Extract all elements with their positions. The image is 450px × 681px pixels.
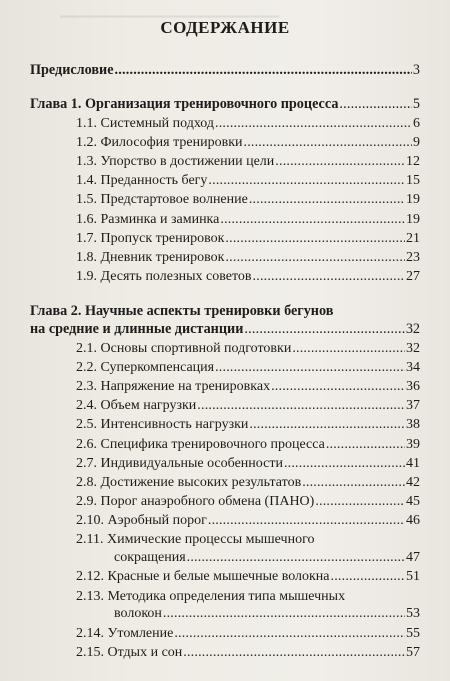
dot-leader — [275, 153, 405, 171]
dot-leader — [249, 191, 405, 209]
toc-entry-2-8[interactable] — [76, 474, 420, 492]
toc-entry-2-2[interactable] — [76, 359, 420, 377]
dot-leader — [115, 61, 412, 79]
toc-entry-page: 47 — [406, 550, 420, 565]
toc-entry-2-14[interactable] — [76, 625, 420, 643]
toc-entry-label: 2.9. Порог анаэробного обмена (ПАНО) — [76, 494, 315, 509]
dot-leader — [326, 436, 405, 454]
toc-entry-label: 1.1. Системный подход — [76, 116, 215, 131]
toc-entry-1-9[interactable] — [76, 268, 420, 286]
toc-entry-label: Глава 1. Организация тренировочного процесса — [30, 96, 339, 112]
toc-entry-page: 9 — [413, 135, 420, 150]
toc-entry-page: 39 — [406, 437, 420, 452]
toc-entry-1-2[interactable] — [76, 134, 420, 152]
toc-entry-2-9[interactable] — [76, 493, 420, 511]
toc-entry-label: на средние и длинные дистанции — [30, 321, 244, 337]
dot-leader — [174, 625, 405, 643]
toc-entry-label: 2.4. Объем нагрузки — [76, 398, 197, 413]
dot-leader — [253, 268, 405, 286]
toc-entry-label: 1.4. Преданность бегу — [76, 173, 208, 188]
toc-entry-page: 32 — [406, 341, 420, 356]
toc-entry-page: 5 — [412, 96, 420, 112]
toc-entry-label: 2.7. Индивидуальные особенности — [76, 456, 283, 471]
dot-leader — [302, 474, 405, 492]
dot-leader — [187, 549, 405, 567]
dot-leader — [284, 455, 405, 473]
dot-leader — [331, 568, 405, 586]
dot-leader — [315, 493, 405, 511]
toc-entry-2-5[interactable] — [76, 416, 420, 434]
toc-entry-page: 6 — [413, 116, 420, 131]
toc-entry-2-10[interactable] — [76, 512, 420, 530]
toc-entry-2-1[interactable] — [76, 340, 420, 358]
toc-entry-label: 2.12. Красные и белые мышечные волокна — [76, 569, 330, 584]
toc-entry-1-5[interactable] — [76, 191, 420, 209]
dot-leader — [220, 211, 405, 229]
toc-entry-2-3[interactable] — [76, 378, 420, 396]
toc-entry-chapter-2-line1[interactable]: Глава 2. Научные аспекты тренировки бегунов — [30, 303, 334, 319]
toc-entry-page: 19 — [406, 212, 420, 227]
toc-entry-page: 37 — [406, 398, 420, 413]
toc-entry-label: 2.14. Утомление — [76, 626, 174, 641]
toc-entry-page: 21 — [406, 231, 420, 246]
dot-leader — [244, 320, 404, 338]
toc-entry-page: 23 — [406, 250, 420, 265]
toc-entry-label: 2.15. Отдых и сон — [76, 645, 183, 660]
toc-entry-label: 2.5. Интенсивность нагрузки — [76, 417, 249, 432]
toc-entry-1-7[interactable] — [76, 230, 420, 248]
toc-entry-page: 41 — [406, 456, 420, 471]
toc-entry-label: 2.1. Основы спортивной подготовки — [76, 341, 292, 356]
dot-leader — [163, 605, 405, 623]
toc-entry-page: 57 — [406, 645, 420, 660]
toc-entry-2-11-line1[interactable]: 2.11. Химические процессы мышечного — [76, 532, 315, 547]
toc-entry-page: 27 — [406, 269, 420, 284]
toc-entry-label: 2.2. Суперкомпенсация — [76, 360, 215, 375]
toc-entry-2-11[interactable] — [114, 549, 420, 567]
toc-entry-label: Предисловие — [30, 62, 114, 78]
dot-leader — [208, 512, 405, 530]
bleed-through-texture: ━━━━━━━━━━━━━━━━━━━━━━━━━━━━ — [60, 9, 280, 24]
toc-entry-preface[interactable] — [30, 61, 420, 79]
dot-leader — [225, 249, 405, 267]
toc-entry-page: 36 — [406, 379, 420, 394]
toc-entry-1-4[interactable] — [76, 172, 420, 190]
toc-entry-chapter-2[interactable] — [30, 320, 420, 338]
toc-entry-page: 38 — [406, 417, 420, 432]
toc-entry-label: 2.3. Напряжение на тренировках — [76, 379, 271, 394]
dot-leader — [249, 416, 405, 434]
toc-entry-page: 19 — [406, 192, 420, 207]
toc-entry-page: 45 — [406, 494, 420, 509]
toc-entry-page: 3 — [412, 62, 420, 78]
toc-entry-page: 42 — [406, 475, 420, 490]
toc-entry-label: 1.9. Десять полезных советов — [76, 269, 252, 284]
dot-leader — [339, 95, 411, 113]
toc-title: СОДЕРЖАНИЕ — [160, 18, 290, 37]
toc-entry-page: 32 — [405, 321, 420, 337]
toc-entry-label: 1.2. Философия тренировки — [76, 135, 243, 150]
toc-entry-2-4[interactable] — [76, 397, 420, 415]
dot-leader — [183, 644, 405, 662]
toc-entry-page: 53 — [406, 606, 420, 621]
dot-leader — [271, 378, 405, 396]
toc-entry-1-3[interactable] — [76, 153, 420, 171]
toc-entry-label: 2.8. Достижение высоких результатов — [76, 475, 302, 490]
toc-entry-1-1[interactable] — [76, 115, 420, 133]
toc-entry-label: волокон — [114, 606, 162, 621]
toc-entry-page: 15 — [406, 173, 420, 188]
dot-leader — [244, 134, 413, 152]
dot-leader — [292, 340, 405, 358]
toc-entry-label: 1.3. Упорство в достижении цели — [76, 154, 275, 169]
dot-leader — [215, 359, 405, 377]
toc-entry-2-13[interactable] — [114, 605, 420, 623]
toc-entry-label: 1.8. Дневник тренировок — [76, 250, 225, 265]
dot-leader — [208, 172, 405, 190]
toc-entry-label: 2.6. Специфика тренировочного процесса — [76, 437, 325, 452]
toc-entry-label: сокращения — [114, 550, 186, 565]
toc-entry-page: 12 — [406, 154, 420, 169]
dot-leader — [197, 397, 405, 415]
toc-entry-label: 2.10. Аэробный порог — [76, 513, 207, 528]
toc-entry-page: 55 — [406, 626, 420, 641]
dot-leader — [215, 115, 412, 133]
toc-entry-page: 34 — [406, 360, 420, 375]
toc-entry-2-13-line1[interactable]: 2.13. Методика определения типа мышечных — [76, 589, 346, 604]
toc-entry-chapter-1[interactable] — [30, 95, 420, 113]
toc-entry-label: 1.5. Предстартовое волнение — [76, 192, 248, 207]
toc-entry-page: 51 — [406, 569, 420, 584]
toc-entry-2-12[interactable] — [76, 568, 420, 586]
toc-entry-1-6[interactable] — [76, 211, 420, 229]
toc-entry-2-15[interactable] — [76, 644, 420, 662]
toc-entry-page: 46 — [406, 513, 420, 528]
toc-entry-label: 1.7. Пропуск тренировок — [76, 231, 225, 246]
toc-entry-2-6[interactable] — [76, 436, 420, 454]
toc-entry-label: 1.6. Разминка и заминка — [76, 212, 220, 227]
toc-entry-1-8[interactable] — [76, 249, 420, 267]
toc-entry-2-7[interactable] — [76, 455, 420, 473]
dot-leader — [225, 230, 405, 248]
